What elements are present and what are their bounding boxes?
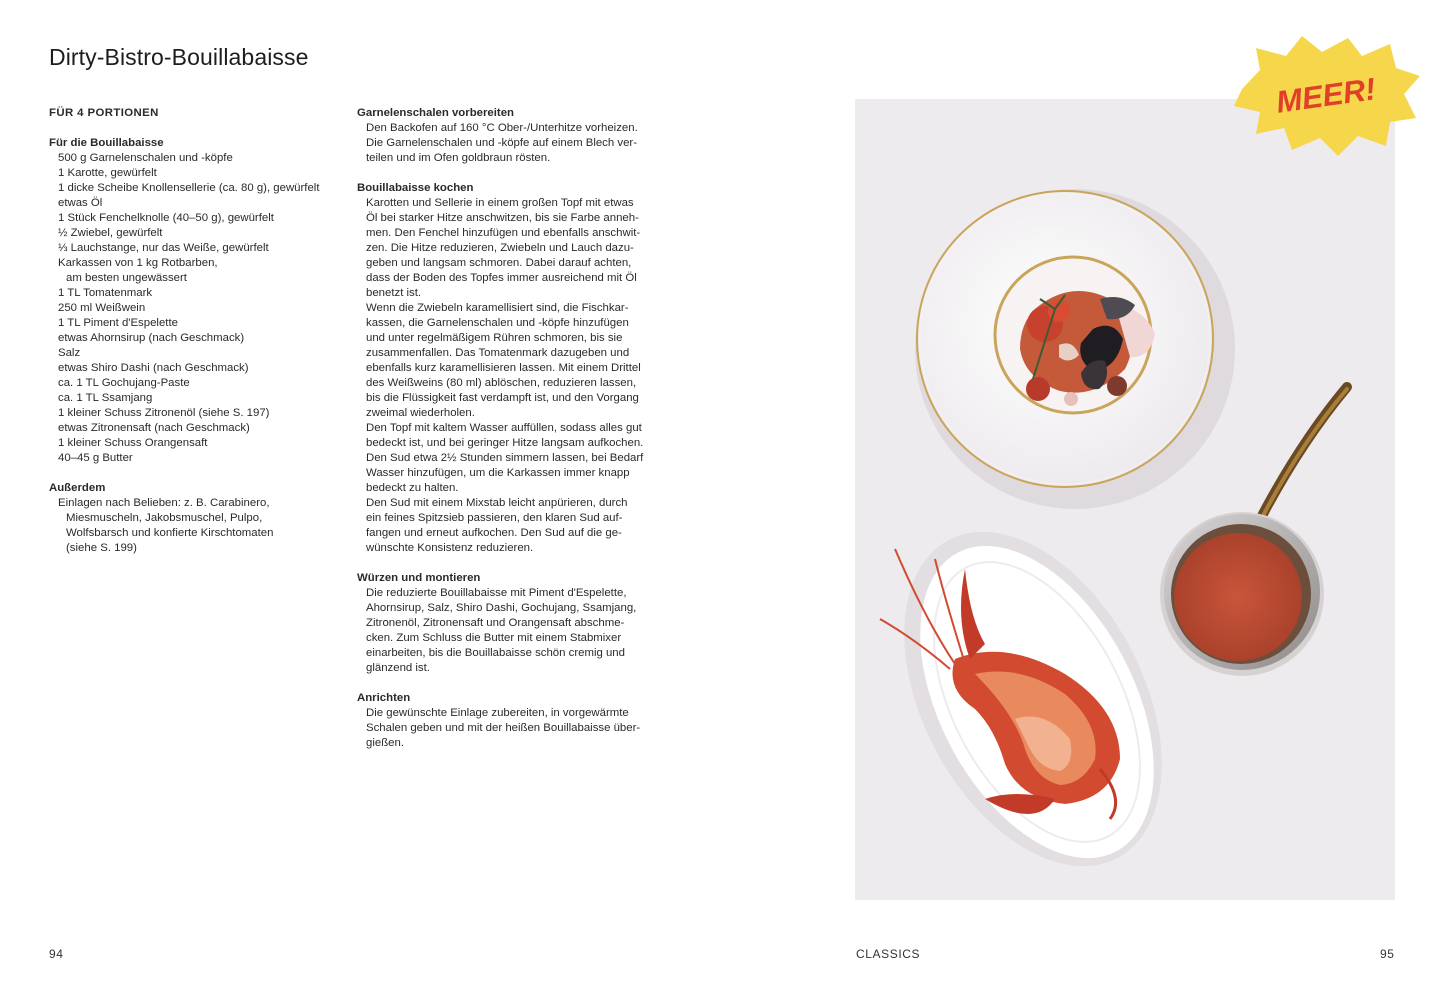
ingredient-item: 1 kleiner Schuss Orangensaft (58, 437, 208, 449)
extra-item: Wolfsbarsch und konfierte Kirschtomaten (66, 527, 274, 539)
step-heading: Bouillabaisse kochen (357, 182, 474, 194)
step-text-line: Wenn die Zwiebeln karamellisiert sind, die Fischkar- (366, 302, 629, 314)
step-text-line: ein feines Spitzsieb passieren, den klaren Sud auf- (366, 512, 623, 524)
ingredient-item: 1 kleiner Schuss Zitronenöl (siehe S. 197) (58, 407, 270, 419)
page-number-left: 94 (49, 947, 64, 961)
step-text-line: Zitronenöl, Zitronensaft und Orangensaft abschme- (366, 617, 625, 629)
section-label: CLASSICS (856, 947, 921, 961)
step-text-line: benetzt ist. (366, 287, 422, 299)
step-text-line: cken. Zum Schluss die Butter mit einem Stabmixer (366, 632, 622, 644)
step-text-line: fangen und erneut aufkochen. Den Sud auf die ge- (366, 527, 622, 539)
ingredient-list (49, 151, 339, 466)
step-text-line: Die Garnelenschalen und -köpfe auf einem Blech ver- (366, 137, 637, 149)
extra-item: Einlagen nach Belieben: z. B. Carabinero, (58, 497, 270, 509)
ingredients-heading: Für die Bouillabaisse (49, 137, 164, 149)
step-text-line: ebenfalls kurz karamellisieren lassen. Mit einem Drittel (366, 362, 641, 374)
step-text-line: zusammenfallen. Das Tomatenmark dazugeben und (366, 347, 630, 359)
step-text-line: teilen und im Ofen goldbraun rösten. (366, 152, 551, 164)
sticker-text: MEER! (1274, 71, 1378, 120)
step-heading: Anrichten (357, 692, 411, 704)
extra-item: (siehe S. 199) (66, 542, 137, 554)
step-heading: Würzen und montieren (357, 572, 481, 584)
step-text-line: Schalen geben und mit der heißen Bouillabaisse über- (366, 722, 641, 734)
step-text-line: des Weißweins (80 ml) ablöschen, reduzieren lassen, (366, 377, 637, 389)
step-text-line: geben und langsam schmoren. Dabei darauf achten, (366, 257, 632, 269)
step-text-line: Den Topf mit kaltem Wasser auffüllen, sodass alles gut (366, 422, 642, 434)
ingredient-item: ca. 1 TL Gochujang-Paste (58, 377, 190, 389)
ingredient-item: 250 ml Weißwein (58, 302, 146, 314)
step-text-line: bis die Flüssigkeit fast verdampft ist, und den Vorgang (366, 392, 639, 404)
step-text-line: Öl bei starker Hitze anschwitzen, bis sie Farbe anneh- (366, 212, 639, 224)
step-text-line: Den Sud etwa 2½ Stunden simmern lassen, bei Bedarf (366, 452, 644, 464)
ingredient-item: ⅓ Lauchstange, nur das Weiße, gewürfelt (58, 242, 269, 254)
method-column (357, 106, 657, 751)
ingredient-item: etwas Shiro Dashi (nach Geschmack) (58, 362, 249, 374)
step-text-line: einarbeiten, bis die Bouillabaisse schön cremig und (366, 647, 625, 659)
page-number-right: 95 (1380, 947, 1395, 961)
ingredient-item: 1 Karotte, gewürfelt (58, 167, 157, 179)
ingredient-item: etwas Öl (58, 197, 103, 209)
ingredient-item: Karkassen von 1 kg Rotbarben, (58, 257, 218, 269)
ingredient-item: am besten ungewässert (66, 272, 187, 284)
ingredients-column (49, 106, 339, 556)
ingredient-item: 40–45 g Butter (58, 452, 133, 464)
step-text-line: bedeckt zu halten. (366, 482, 459, 494)
dish-photo (855, 99, 1395, 900)
step-text-line: bedeckt ist, und bei geringer Hitze langsam aufkochen. (366, 437, 644, 449)
ingredient-item: 1 TL Piment d'Espelette (58, 317, 178, 329)
extra-item: Miesmuscheln, Jakobsmuschel, Pulpo, (66, 512, 263, 524)
ingredient-item: etwas Zitronensaft (nach Geschmack) (58, 422, 250, 434)
extras-heading: Außerdem (49, 482, 106, 494)
step-text-line: Den Backofen auf 160 °C Ober-/Unterhitze vorheizen. (366, 122, 638, 134)
ingredient-item: ½ Zwiebel, gewürfelt (58, 227, 163, 239)
step-text-line: und unter regelmäßigem Rühren schmoren, bis sie (366, 332, 623, 344)
step-text-line: wünschte Konsistenz reduzieren. (366, 542, 534, 554)
ingredient-item: etwas Ahornsirup (nach Geschmack) (58, 332, 245, 344)
step-text-line: men. Den Fenchel hinzufügen und ebenfalls anschwit- (366, 227, 641, 239)
step-text-line: zweimal wiederholen. (366, 407, 475, 419)
ingredient-item: 1 Stück Fenchelknolle (40–50 g), gewürfelt (58, 212, 274, 224)
step-text-line: gießen. (366, 737, 404, 749)
step-text-line: Karotten und Sellerie in einem großen Topf mit etwas (366, 197, 634, 209)
extras-list (49, 496, 339, 556)
step-text-line: Wasser hinzufügen, um die Karkassen immer knapp (366, 467, 630, 479)
portions-label: FÜR 4 PORTIONEN (49, 107, 159, 119)
step-text-line: kassen, die Garnelenschalen und -köpfe hinzufügen (366, 317, 629, 329)
step-text-line: Die reduzierte Bouillabaisse mit Piment d'Espelette, (366, 587, 627, 599)
ingredient-item: 1 dicke Scheibe Knollensellerie (ca. 80 g), gewürfelt (58, 182, 320, 194)
step-text-line: zen. Die Hitze reduzieren, Zwiebeln und Lauch dazu- (366, 242, 634, 254)
ingredient-item: Salz (58, 347, 81, 359)
step-text-line: Ahornsirup, Salz, Shiro Dashi, Gochujang, Ssamjang, (366, 602, 637, 614)
step-text-line: dass der Boden des Topfes immer ausreichend mit Öl (366, 272, 637, 284)
recipe-title: Dirty-Bistro-Bouillabaisse (49, 44, 309, 70)
step-text-line: glänzend ist. (366, 662, 430, 674)
ingredient-item: ca. 1 TL Ssamjang (58, 392, 153, 404)
ingredient-item: 500 g Garnelenschalen und -köpfe (58, 152, 233, 164)
step-heading: Garnelenschalen vorbereiten (357, 107, 514, 119)
step-text-line: Die gewünschte Einlage zubereiten, in vorgewärmte (366, 707, 629, 719)
meer-starburst-sticker (1230, 34, 1422, 156)
ingredient-item: 1 TL Tomatenmark (58, 287, 153, 299)
step-text-line: Den Sud mit einem Mixstab leicht anpürieren, durch (366, 497, 628, 509)
